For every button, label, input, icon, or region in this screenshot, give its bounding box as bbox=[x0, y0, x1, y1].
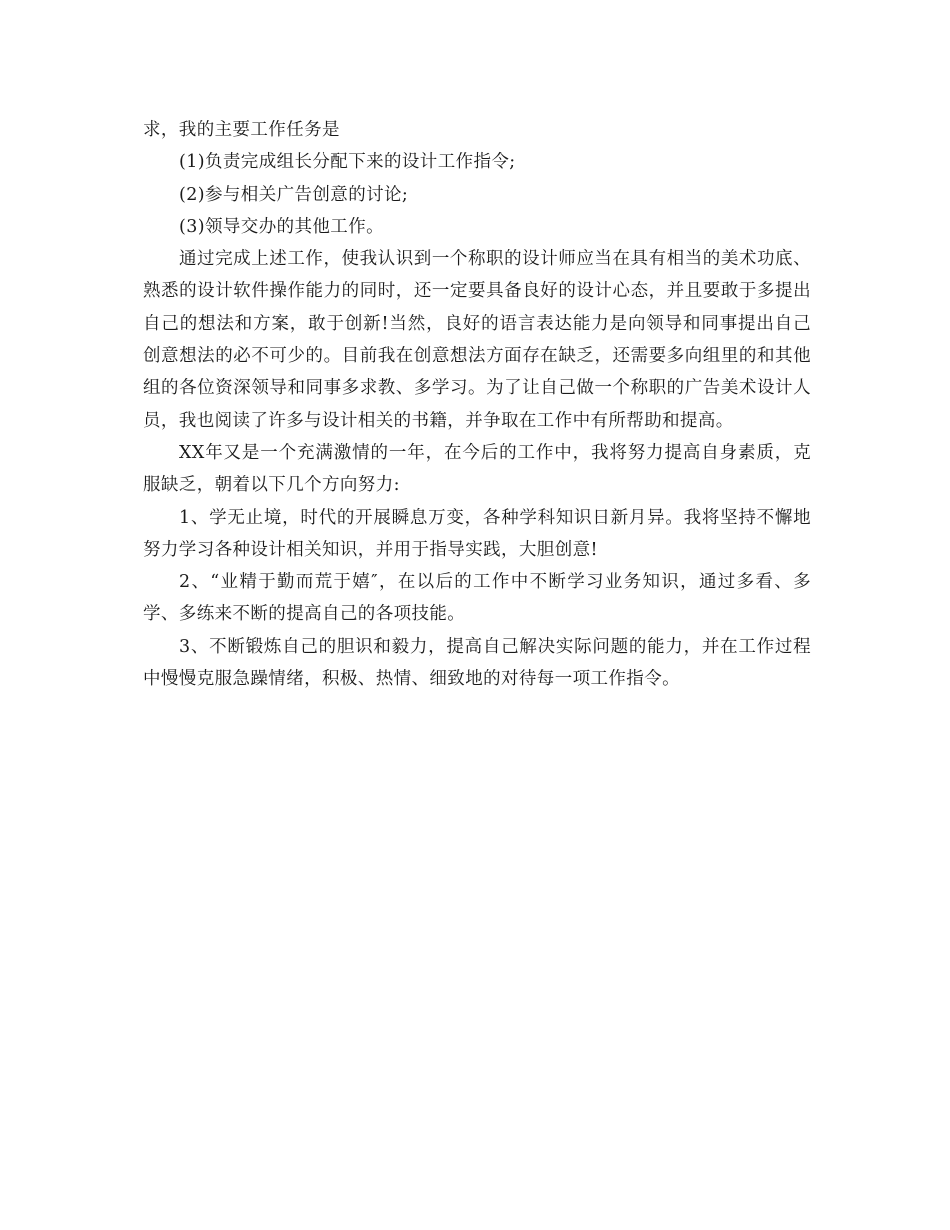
goal-item-2: 2、“业精于勤而荒于嬉″，在以后的工作中不断学习业务知识，通过多看、多学、多练来不断的提高自己的各项技能。 bbox=[143, 572, 811, 625]
task-item-1: (1)负责完成组长分配下来的设计工作指令; bbox=[179, 152, 516, 173]
document-body bbox=[143, 114, 811, 695]
paragraph-reflection: 通过完成上述工作，使我认识到一个称职的设计师应当在具有相当的美术功底、熟悉的设计软件操作能力的同时，还一定要具备良好的设计心态，并且要敢于多提出自己的想法和方案，敢于创新!当然，良好的语言表达能力是向领导和同事提出自己创意想法的必不可少的。目前我在创意想法方面存在缺乏，还需要多向组里的和其他组的各位资深领导和同事多求教、多学习。为了让自己做一个称职的广告美术设计人员，我也阅读了许多与设计相关的书籍，并争取在工作中有所帮助和提高。 bbox=[143, 249, 811, 431]
paragraph-continuation: 求，我的主要工作任务是 bbox=[143, 120, 340, 140]
goal-item-3: 3、不断锻炼自己的胆识和毅力，提高自己解决实际问题的能力，并在工作过程中慢慢克服急躁情绪，积极、热情、细致地的对待每一项工作指令。 bbox=[143, 636, 811, 690]
task-item-3: (3)领导交办的其他工作。 bbox=[179, 216, 384, 237]
goal-item-1: 1、学无止境，时代的开展瞬息万变，各种学科知识日新月异。我将坚持不懈地努力学习各种设计相关知识，并用于指导实践，大胆创意! bbox=[143, 507, 811, 560]
task-item-2: (2)参与相关广告创意的讨论; bbox=[179, 184, 409, 205]
paragraph-outlook: XX年又是一个充满激情的一年，在今后的工作中，我将努力提高自身素质，克服缺乏，朝着以下几个方向努力: bbox=[143, 442, 811, 496]
